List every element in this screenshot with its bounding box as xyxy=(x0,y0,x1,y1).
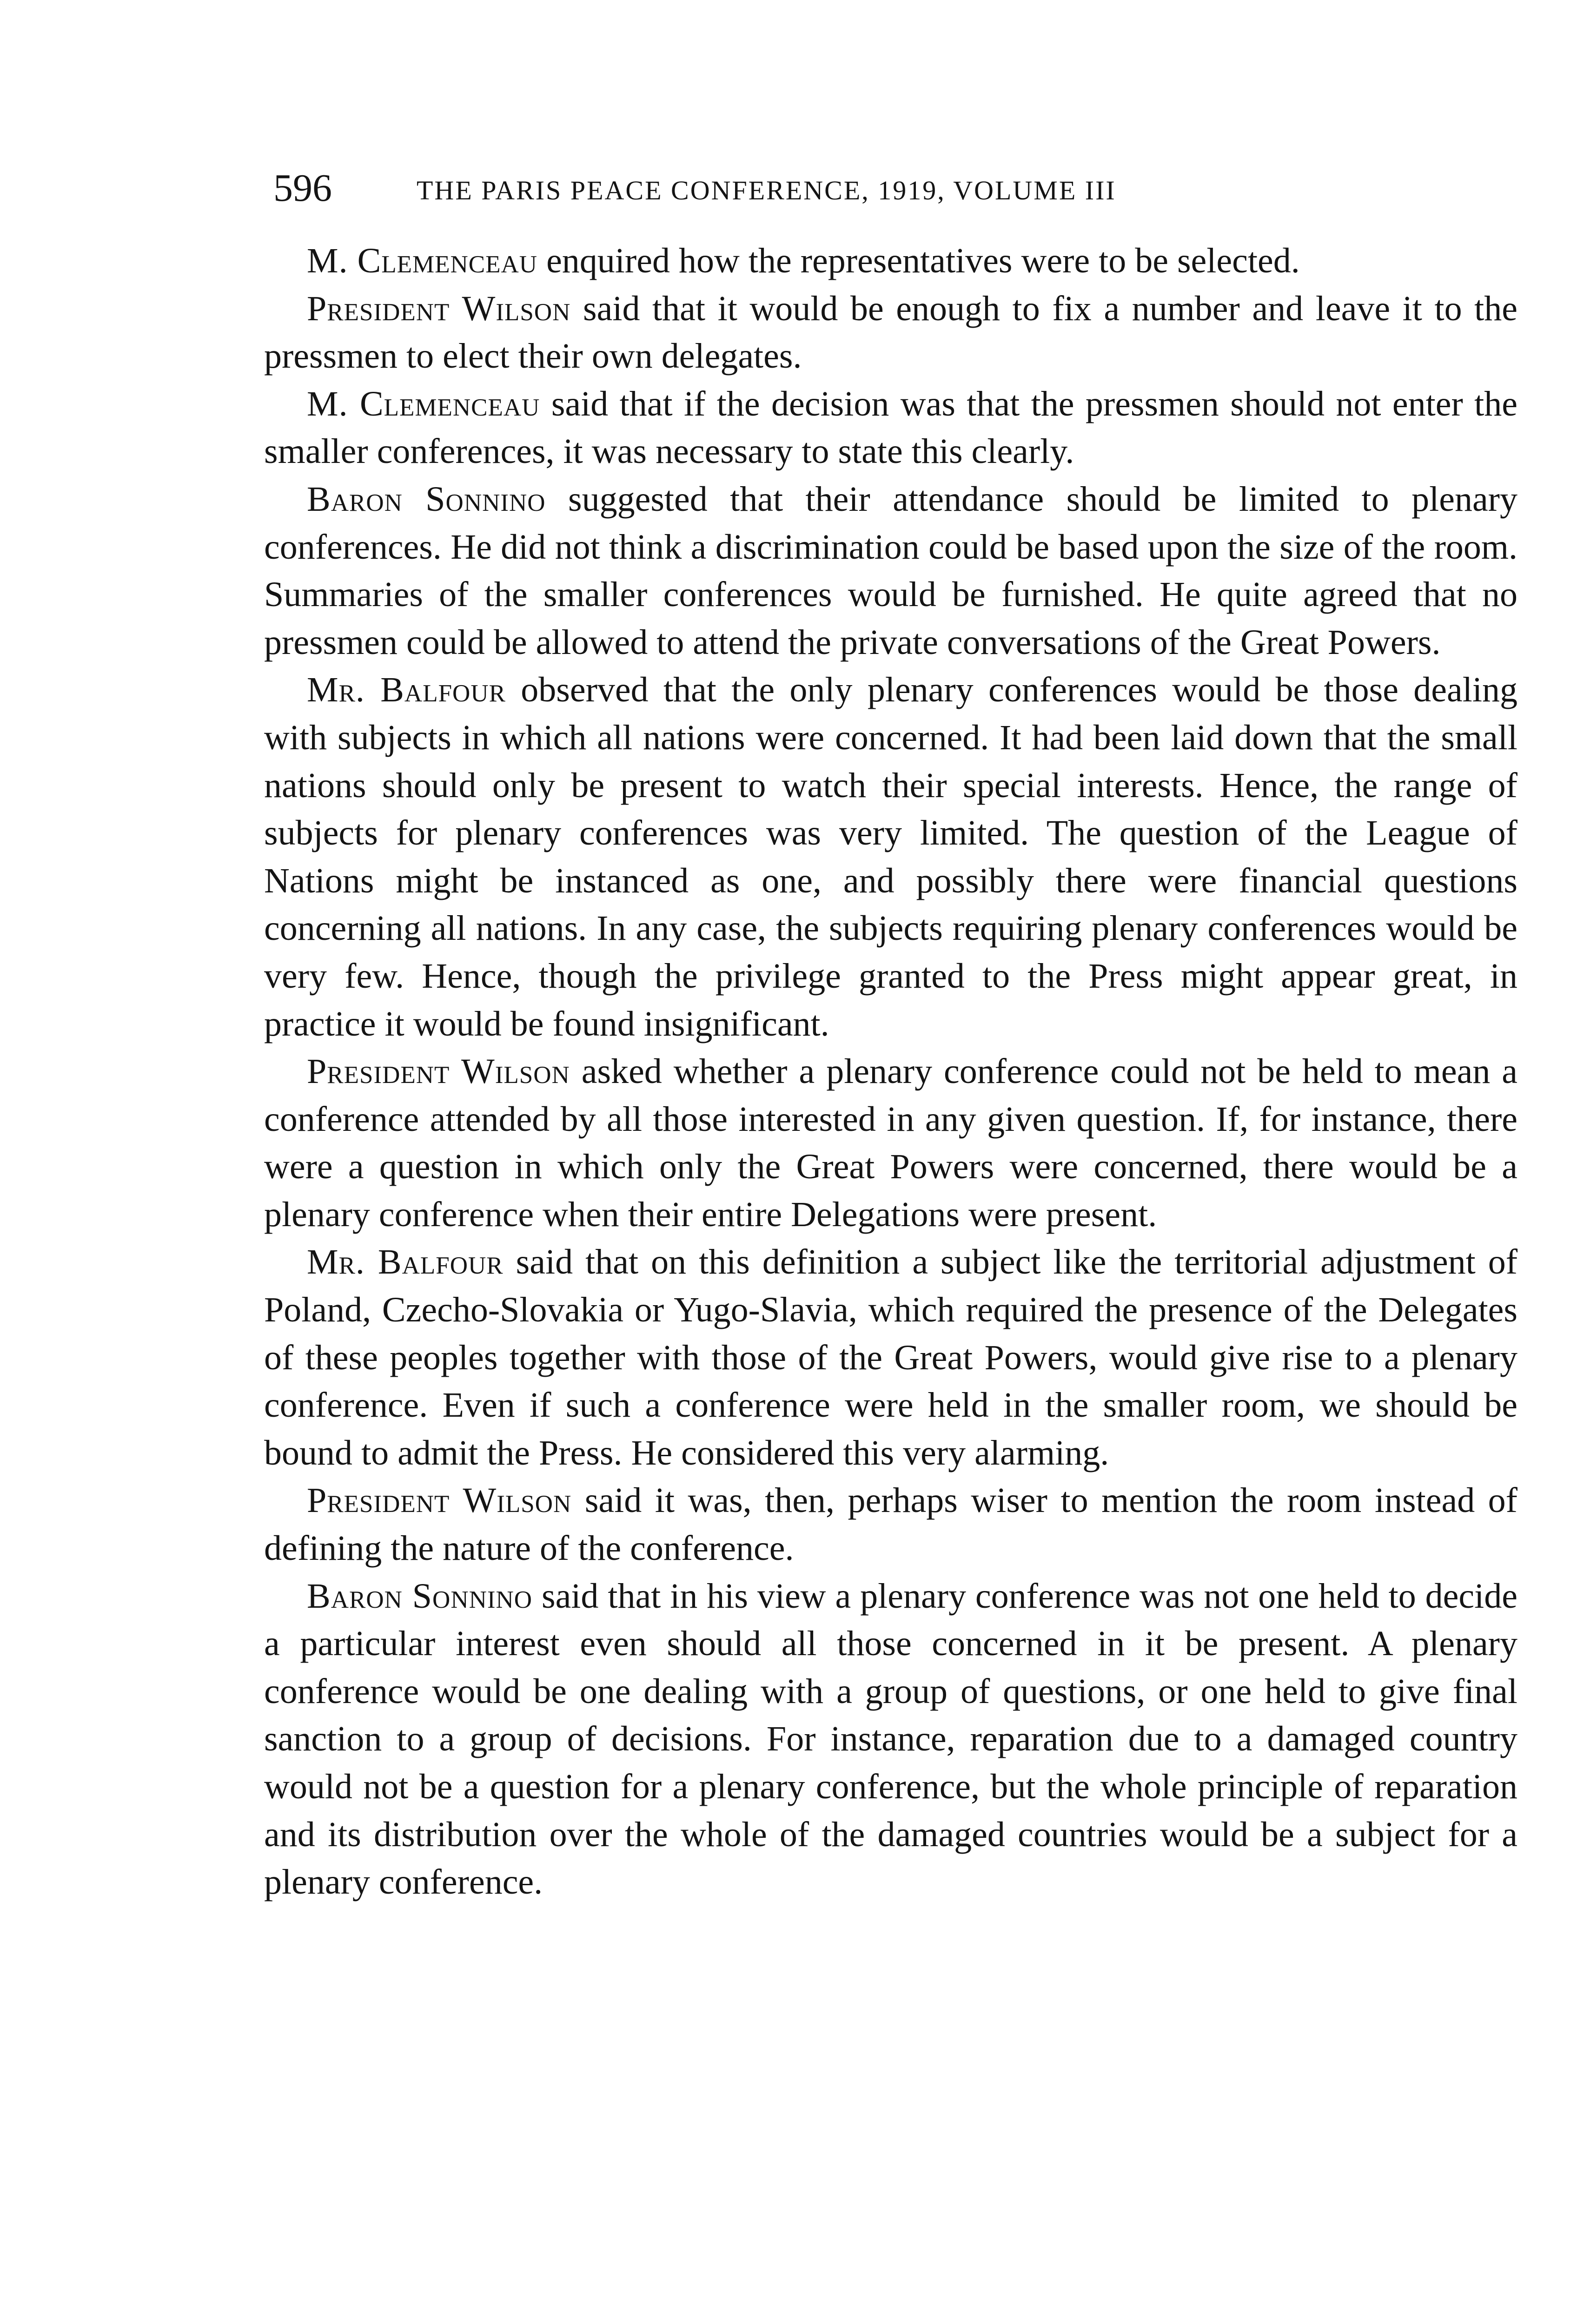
paragraph-text: suggested that their attendance should be limited to plenary conferences. He did not think a discrimination could be based upon the size of the room. Summaries of the smaller conferences would be furnished. He quite agreed that no pressmen could be allowed to attend the private conversations of the Great Powers. xyxy=(264,479,1517,662)
paragraph-text: enquired how the representatives were to be selected. xyxy=(546,241,1300,280)
speaker-name: Mr. Balfour xyxy=(307,1242,504,1282)
speaker-name: President Wilson xyxy=(307,1481,572,1520)
speaker-name: M. Clemenceau xyxy=(307,384,540,423)
paragraph xyxy=(264,1048,1517,1238)
running-header xyxy=(273,163,1375,214)
paragraph-text: said that if the decision was that the pressmen should not enter the smaller conferences, it was necessary to state this clearly. xyxy=(264,384,1517,471)
body-text xyxy=(264,237,1517,1906)
paragraph xyxy=(264,475,1517,666)
speaker-name: President Wilson xyxy=(307,289,571,328)
paragraph xyxy=(264,285,1517,380)
speaker-name: Baron Sonnino xyxy=(307,479,546,519)
paragraph xyxy=(264,1238,1517,1477)
paragraph-text: said it was, then, perhaps wiser to mention the room instead of defining the nature of the conference. xyxy=(264,1481,1517,1568)
paragraph-text: said that it would be enough to fix a number and leave it to the pressmen to elect their own delegates. xyxy=(264,289,1518,376)
speaker-name: M. Clemenceau xyxy=(307,241,538,280)
paragraph-text: observed that the only plenary conferences would be those dealing with subjects in which all nations were concerned. It had been laid down that the small nations should only be present to watch their special interests. Hence, the range of subjects for plenary conferences was very limited. The question of the League of Nations might be instanced as one, and possibly there were financial questions concerning all nations. In any case, the subjects requiring plenary conferences would be very few. Hence, though the privilege granted to the Press might appear great, in practice it would be found insignificant. xyxy=(264,670,1518,1043)
running-title: THE PARIS PEACE CONFERENCE, 1919, VOLUME III xyxy=(417,175,1116,205)
speaker-name: Mr. Balfour xyxy=(307,670,506,710)
speaker-name: President Wilson xyxy=(307,1052,570,1091)
speaker-name: Baron Sonnino xyxy=(307,1576,533,1616)
paragraph xyxy=(264,1477,1517,1572)
paragraph xyxy=(264,1572,1517,1906)
paragraph xyxy=(264,666,1517,1048)
paragraph-text: said that on this definition a subject like the territorial adjustment of Poland, Czecho-Slovakia or Yugo-Slavia, which required the presence of the Delegates of these peoples together with those of the Great Powers, would give rise to a plenary conference. Even if such a conference were held in the smaller room, we should be bound to admit the Press. He considered this very alarming. xyxy=(264,1242,1517,1472)
page-number: 596 xyxy=(273,166,332,210)
paragraph xyxy=(264,237,1517,285)
paragraph-text: said that in his view a plenary conference was not one held to decide a particular interest even should all those concerned in it be present. A plenary conference would be one dealing with a group of questions, or one held to give final sanction to a group of decisions. For instance, reparation due to a damaged country would not be a question for a plenary conference, but the whole principle of reparation and its distribution over the whole of the damaged countries would be a subject for a plenary conference. xyxy=(264,1576,1517,1902)
paragraph xyxy=(264,380,1517,475)
paragraph-text: asked whether a plenary conference could not be held to mean a conference attended by all those interested in any given question. If, for instance, there were a question in which only the Great Powers were concerned, there would be a plenary conference when their entire Delegations were present. xyxy=(264,1052,1518,1234)
